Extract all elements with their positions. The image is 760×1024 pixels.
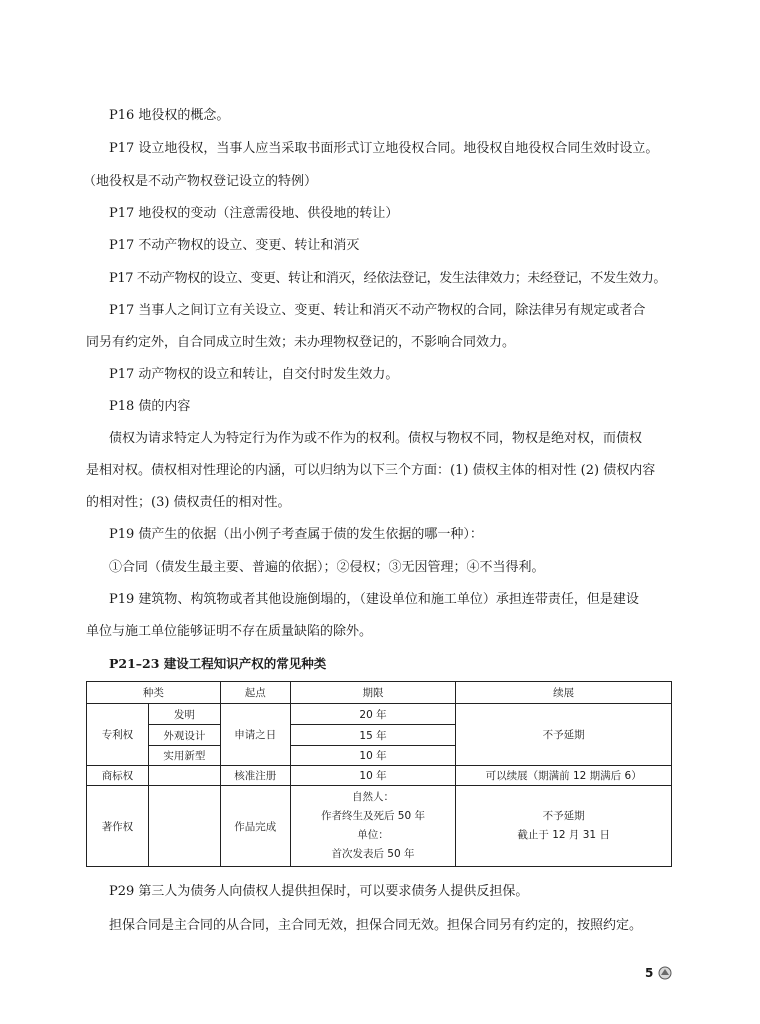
trademark-label: 商标权 xyxy=(87,766,149,786)
table-row xyxy=(87,704,672,725)
patent-term-design: 15 年 xyxy=(290,725,456,746)
patent-label: 专利权 xyxy=(87,704,149,766)
copyright-term-line: 作者终生及死后 50 年 xyxy=(320,810,426,822)
patent-sub-invention: 发明 xyxy=(148,704,220,725)
ip-rights-table xyxy=(86,681,672,867)
page-number: 5 xyxy=(645,966,654,980)
paragraph-p17-movable-property: P17 动产物权的设立和转让，自交付时发生效力。 xyxy=(109,367,399,382)
table-header-row xyxy=(87,682,672,704)
paragraph-basis-list: ①合同（债发生最主要、普遍的依据）；②侵权；③无因管理；④不当得利。 xyxy=(109,560,545,575)
copyright-renewal-line: 不予延期 xyxy=(542,810,585,822)
copyright-renewal xyxy=(456,786,672,867)
header-type: 种类 xyxy=(87,682,221,704)
table-row xyxy=(87,786,672,867)
table-caption: P21–23 建设工程知识产权的常见种类 xyxy=(109,656,327,671)
paragraph-creditor-right-line3: 的相对性；(3) 债权责任的相对性。 xyxy=(86,495,291,510)
paragraph-p17-contract-line1: P17 当事人之间订立有关设立、变更、转让和消灭不动产物权的合同，除法律另有规定或者合 xyxy=(109,303,646,318)
copyright-term-line: 自然人： xyxy=(351,791,394,803)
paragraph-p16-easement-concept: P16 地役权的概念。 xyxy=(109,108,230,123)
patent-term-invention: 20 年 xyxy=(290,704,456,725)
trademark-start: 核准注册 xyxy=(220,766,290,786)
header-renewal: 续展 xyxy=(456,682,672,704)
copyright-term-line: 单位： xyxy=(357,829,389,841)
trademark-renewal: 可以续展（期满前 12 期满后 6） xyxy=(456,766,672,786)
publisher-logo-icon xyxy=(657,966,673,980)
paragraph-p17-easement-change: P17 地役权的变动（注意需役地、供役地的转让） xyxy=(109,206,399,221)
paragraph-p18-heading: P18 债的内容 xyxy=(109,399,191,414)
paragraph-p19-collapse-line2: 单位与施工单位能够证明不存在质量缺陷的除外。 xyxy=(86,624,373,639)
header-start: 起点 xyxy=(220,682,290,704)
paragraph-p17-easement-establish: P17 设立地役权，当事人应当采取书面形式订立地役权合同。地役权自地役权合同生效时设立。 xyxy=(109,141,659,156)
header-term: 期限 xyxy=(290,682,456,704)
paragraph-p17-contract-line2: 同另有约定外，自合同成立时生效；未办理物权登记的，不影响合同效力。 xyxy=(86,335,516,350)
copyright-renewal-line: 截止于 12 月 31 日 xyxy=(517,829,610,841)
copyright-sub-empty xyxy=(148,786,220,867)
paragraph-guarantee-contract: 担保合同是主合同的从合同，主合同无效，担保合同无效。担保合同另有约定的，按照约定。 xyxy=(109,918,643,933)
paragraph-p17-registration-effect: P17 不动产物权的设立、变更、转让和消灭，经依法登记，发生法律效力；未经登记，不发生效力。 xyxy=(109,271,667,286)
patent-start: 申请之日 xyxy=(220,704,290,766)
paragraph-easement-note: （地役权是不动产物权登记设立的特例） xyxy=(83,174,318,189)
trademark-term: 10 年 xyxy=(290,766,456,786)
paragraph-creditor-right-line2: 是相对权。债权相对性理论的内涵，可以归纳为以下三个方面：(1) 债权主体的相对性 (2) 债权内容 xyxy=(86,463,656,478)
patent-sub-design: 外观设计 xyxy=(148,725,220,746)
copyright-label: 著作权 xyxy=(87,786,149,867)
copyright-term xyxy=(290,786,456,867)
copyright-term-line: 首次发表后 50 年 xyxy=(331,848,415,860)
paragraph-p29-counter-guarantee: P29 第三人为债务人向债权人提供担保时，可以要求债务人提供反担保。 xyxy=(109,884,529,899)
copyright-start: 作品完成 xyxy=(220,786,290,867)
paragraph-p19-basis: P19 债产生的依据（出小例子考查属于债的发生依据的哪一种）： xyxy=(109,527,483,542)
trademark-sub-empty xyxy=(148,766,220,786)
patent-renewal: 不予延期 xyxy=(456,704,672,766)
patent-sub-utility: 实用新型 xyxy=(148,746,220,766)
paragraph-p19-collapse-line1: P19 建筑物、构筑物或者其他设施倒塌的，（建设单位和施工单位）承担连带责任，但是建设 xyxy=(109,592,639,607)
paragraph-creditor-right-line1: 债权为请求特定人为特定行为作为或不作为的权利。债权与物权不同，物权是绝对权，而债权 xyxy=(109,431,643,446)
patent-term-utility: 10 年 xyxy=(290,746,456,766)
paragraph-p17-realty-rights: P17 不动产物权的设立、变更、转让和消灭 xyxy=(109,238,360,253)
table-row xyxy=(87,766,672,786)
